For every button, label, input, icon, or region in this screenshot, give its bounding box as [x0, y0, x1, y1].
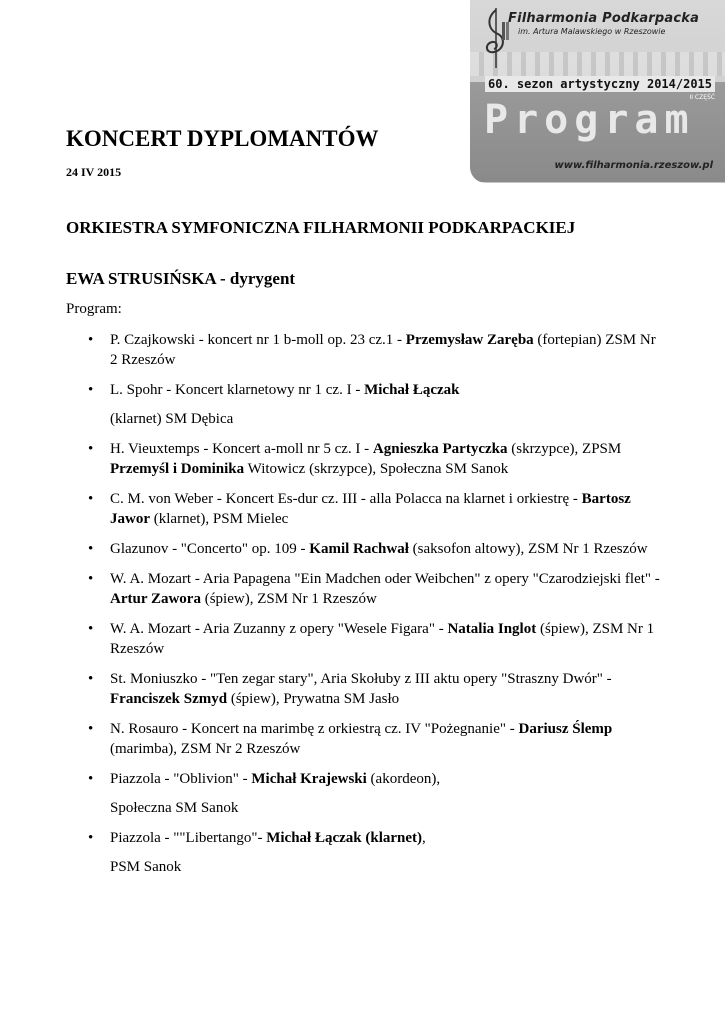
piece-text: H. Vieuxtemps - Koncert a-moll nr 5 cz. I - — [110, 441, 373, 457]
list-item — [66, 828, 666, 877]
conductor-name: EWA STRUSIŃSKA - dyrygent — [66, 269, 296, 288]
bullet-icon: • — [88, 721, 94, 737]
piece-text: St. Moniuszko - "Ten zegar stary", Aria Skołuby z III aktu opery "Straszny Dwór" - — [110, 671, 612, 687]
performer-name: Kamil Rachwał — [309, 541, 409, 557]
bullet-icon: • — [88, 830, 94, 846]
performer-name: Agnieszka Partyczka — [372, 441, 508, 457]
performer-details: Witowicz (skrzypce), Społeczna SM Sanok — [244, 461, 509, 477]
bullet-icon: • — [88, 441, 94, 457]
page-title: KONCERT DYPLOMANTÓW — [66, 126, 379, 151]
list-item — [66, 769, 666, 818]
bullet-icon: • — [88, 491, 94, 507]
performer-details: (marimba), ZSM Nr 2 Rzeszów — [110, 741, 301, 757]
piece-text: C. M. von Weber - Koncert Es-dur cz. III - alla Polacca na klarnet i orkiestrę - — [110, 491, 582, 507]
banner-brand — [508, 12, 699, 36]
list-item — [66, 569, 666, 609]
bullet-icon: • — [88, 771, 94, 787]
performer-details: (śpiew), ZSM Nr 1 Rzeszów — [200, 591, 377, 607]
performer-name: Bartosz Jawor — [110, 491, 631, 527]
part-label: II CZĘŚĆ — [689, 94, 715, 101]
piece-text: N. Rosauro - Koncert na marimbę z orkiestrą cz. IV "Pożegnanie" - — [110, 721, 519, 737]
school-name: PSM Sanok — [110, 859, 182, 875]
list-item — [66, 669, 666, 709]
performer-name: Michał Łączak — [364, 382, 460, 398]
bullet-icon: • — [88, 382, 94, 398]
bullet-icon: • — [88, 571, 94, 587]
performer-details: (klarnet), PSM Mielec — [150, 511, 289, 527]
performer-name: Artur Zawora — [110, 591, 201, 607]
performer-name: Przemysław Zaręba — [405, 332, 534, 348]
org-subtitle: im. Artura Malawskiego w Rzeszowie — [518, 26, 666, 36]
piece-text: W. A. Mozart - Aria Papagena "Ein Madchen oder Weibchen" z opery "Czarodziejski flet" - — [110, 571, 660, 587]
performer-name: Michał Krajewski — [251, 771, 367, 787]
list-item — [66, 719, 666, 759]
bullet-icon: • — [88, 671, 94, 687]
piece-text: Piazzola - "Oblivion" - — [110, 771, 252, 787]
performer-name: Przemyśl i Dominika — [110, 461, 245, 477]
program-list — [66, 330, 666, 887]
performer-name: Dariusz Ślemp — [518, 721, 613, 737]
performer-details: (fortepian) ZSM Nr 2 Rzeszów — [110, 332, 656, 368]
program-word: Program — [484, 97, 695, 143]
website-url: www.filharmonia.rzeszow.pl — [554, 160, 713, 171]
list-item — [66, 330, 666, 370]
orchestra-name: ORKIESTRA SYMFONICZNA FILHARMONII PODKARPACKIEJ — [66, 218, 576, 237]
piece-text: P. Czajkowski - koncert nr 1 b-moll op. 23 cz.1 - — [110, 332, 406, 348]
piece-text: Glazunov - "Concerto" op. 109 - — [110, 541, 310, 557]
performer-details: (śpiew), ZSM Nr 1 Rzeszów — [110, 621, 655, 657]
school-name: Społeczna SM Sanok — [110, 800, 239, 816]
performer-name: Natalia Inglot — [447, 621, 537, 637]
concert-date: 24 IV 2015 — [66, 165, 122, 179]
list-item — [66, 380, 666, 429]
list-item — [66, 539, 666, 559]
program-label: Program: — [66, 301, 122, 317]
piece-text: W. A. Mozart - Aria Zuzanny z opery "Wesele Figara" - — [110, 621, 448, 637]
season-label: 60. sezon artystyczny 2014/2015 — [485, 76, 715, 92]
bullet-icon: • — [88, 332, 94, 348]
performer-details: (saksofon altowy), ZSM Nr 1 Rzeszów — [408, 541, 648, 557]
org-name: Filharmonia Podkarpacka — [508, 11, 700, 26]
performer-name: Michał Łączak (klarnet) — [266, 830, 423, 846]
bullet-icon: • — [88, 621, 94, 637]
program-banner — [470, 0, 725, 183]
piece-text: Piazzola - ""Libertango"- — [110, 830, 267, 846]
performer-name: Franciszek Szmyd — [110, 691, 228, 707]
piece-text: L. Spohr - Koncert klarnetowy nr 1 cz. I - — [110, 382, 365, 398]
performer-details: (akordeon), — [366, 771, 441, 787]
performer-details: (klarnet) SM Dębica — [110, 411, 234, 427]
performer-details: (śpiew), Prywatna SM Jasło — [227, 691, 400, 707]
list-item — [66, 619, 666, 659]
violin-clef-icon — [478, 4, 512, 74]
list-item — [66, 489, 666, 529]
performer-details: , — [422, 830, 426, 846]
list-item — [66, 439, 666, 479]
bullet-icon: • — [88, 541, 94, 557]
performer-details: (skrzypce), ZPSM — [507, 441, 622, 457]
